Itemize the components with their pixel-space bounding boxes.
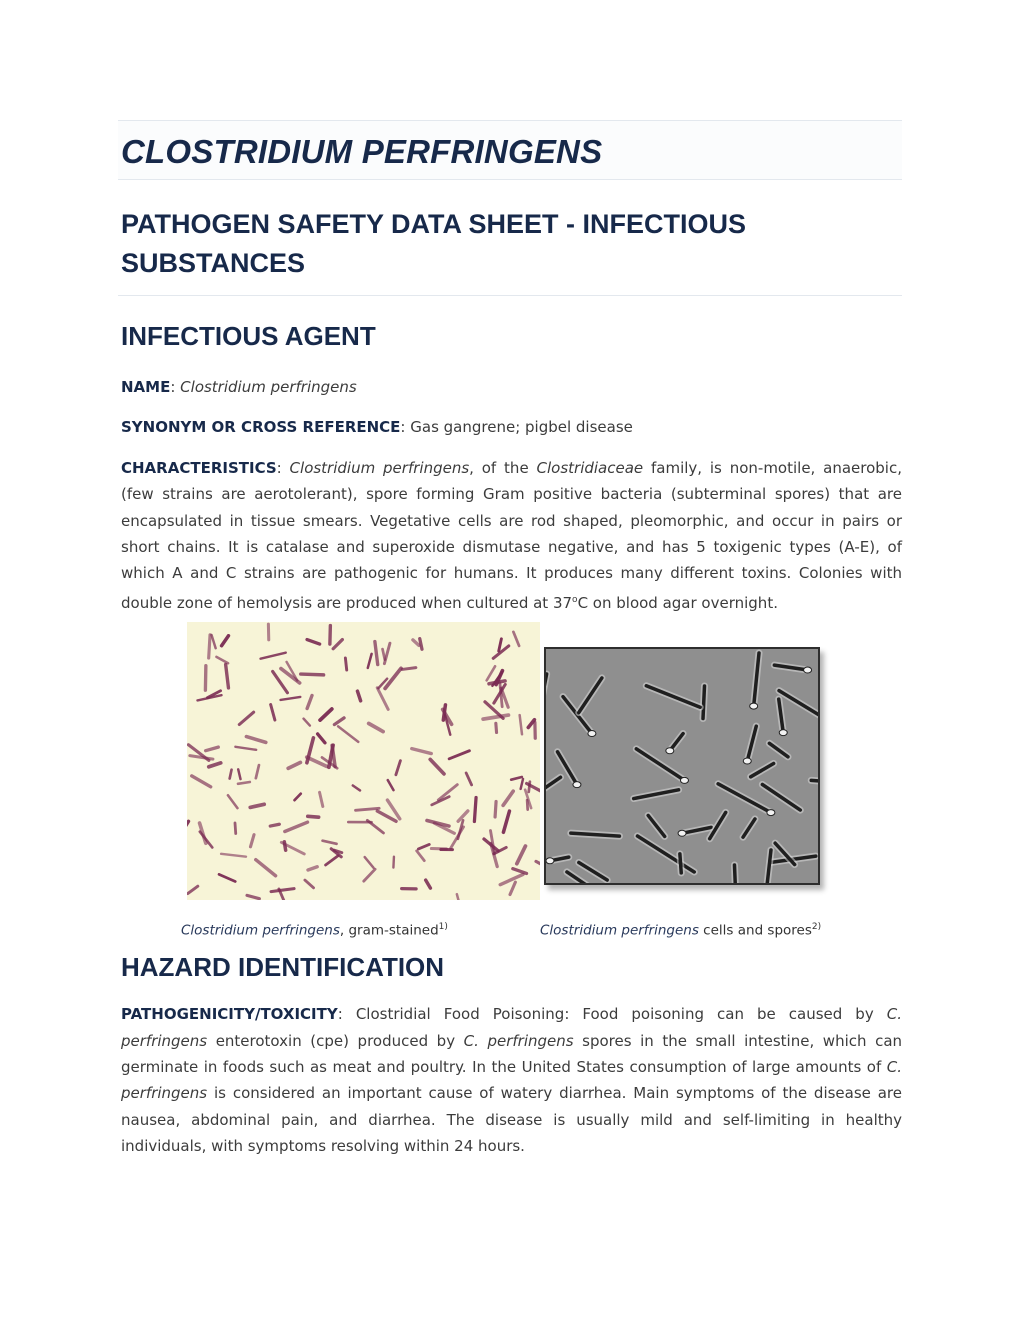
stained-rod <box>377 688 388 710</box>
bacterial-cell <box>637 836 694 872</box>
stained-rod <box>364 869 375 881</box>
stained-rod <box>426 880 431 888</box>
stained-rod <box>238 770 240 780</box>
spore <box>546 858 554 864</box>
stained-rod <box>493 646 508 658</box>
stained-rod <box>503 791 513 805</box>
synonym-field: SYNONYM OR CROSS REFERENCE: Gas gangrene; pigbel disease <box>121 418 633 437</box>
stained-rod <box>377 811 396 821</box>
phase-contrast-image <box>546 649 818 883</box>
bacterial-cell <box>734 865 735 883</box>
stained-rod <box>393 857 394 868</box>
pathogenicity-italic-1: C. perfringens <box>121 1005 902 1050</box>
stained-rod <box>529 782 530 792</box>
caption-cells-and-spores <box>540 922 821 939</box>
stained-rod <box>235 747 256 750</box>
caption-1-ref: 1) <box>438 922 448 933</box>
stained-rod <box>246 737 265 743</box>
name-label: NAME <box>121 378 171 396</box>
stained-rod <box>369 724 383 732</box>
bacterial-cell <box>751 764 774 777</box>
stained-rod <box>466 773 471 785</box>
stained-rod <box>190 756 213 759</box>
stained-rod <box>219 875 235 882</box>
stained-rod <box>320 709 332 720</box>
stained-rod <box>449 751 469 759</box>
pathogenicity-label: PATHOGENICITY/TOXICITY <box>121 1005 338 1024</box>
stained-rod <box>200 832 212 848</box>
stained-rod <box>513 632 519 646</box>
caption-1-text: , gram-stained <box>339 922 439 939</box>
spore <box>750 703 758 709</box>
spore <box>804 667 812 673</box>
stained-rod <box>281 697 301 700</box>
bacterial-cell <box>703 686 704 719</box>
bacterial-cell <box>648 816 664 837</box>
section-heading-infectious-agent: INFECTIOUS AGENT <box>121 321 376 351</box>
stained-rod <box>375 642 378 665</box>
stained-rod <box>192 776 211 787</box>
pathogenicity-italic-3: C. perfringens <box>121 1058 902 1103</box>
document-page <box>118 120 902 1160</box>
stained-rod <box>226 665 229 688</box>
stained-rod <box>188 886 198 893</box>
stained-rod <box>355 809 379 811</box>
stained-rod <box>247 896 259 899</box>
stained-rod <box>209 635 210 658</box>
spore <box>680 778 688 784</box>
stained-rod <box>230 770 232 779</box>
characteristics-text-1: , of the <box>469 458 537 477</box>
caption-2-ref: 2) <box>811 922 822 933</box>
stained-rod <box>511 777 522 780</box>
stained-rod <box>499 639 502 651</box>
pathogenicity-text-1: Clostridial Food Poisoning: Food poisoning can be caused by <box>342 1005 887 1024</box>
degree-symbol: o <box>572 594 578 605</box>
stained-rod <box>503 811 509 832</box>
spore <box>573 782 581 788</box>
stained-rod <box>270 824 279 826</box>
gram-stain-micrograph <box>187 622 540 900</box>
stained-rod <box>238 782 250 784</box>
stained-rod <box>271 889 294 892</box>
stained-rod <box>338 727 358 742</box>
bacterial-cell <box>680 854 681 873</box>
stained-rod <box>323 841 337 844</box>
stained-rod <box>396 761 401 775</box>
stained-rod <box>365 857 374 868</box>
stained-rod <box>384 643 390 663</box>
section-heading-hazard-identification: HAZARD IDENTIFICATION <box>121 952 445 983</box>
caption-2-species: Clostridium perfringens <box>540 922 699 939</box>
stained-rod <box>206 747 219 751</box>
stained-rod <box>301 674 324 675</box>
stained-rod <box>209 763 221 767</box>
figure-captions <box>118 922 902 952</box>
spore <box>779 730 787 736</box>
stained-rod <box>285 822 308 831</box>
stained-rod <box>221 854 246 857</box>
spore <box>666 748 674 754</box>
stained-rod <box>308 867 317 870</box>
stained-rod <box>417 851 425 861</box>
synonym-value: Gas gangrene; pigbel disease <box>410 418 633 437</box>
stained-rod <box>402 668 416 670</box>
stained-rod <box>413 640 419 645</box>
name-field: NAME: Clostridium perfringens <box>121 378 357 396</box>
synonym-label: SYNONYM OR CROSS REFERENCE <box>121 418 401 437</box>
characteristics-label: CHARACTERISTICS <box>121 458 277 477</box>
stained-rod <box>517 846 526 864</box>
document-subtitle: PATHOGEN SAFETY DATA SHEET - INFECTIOUS SUBSTANCES <box>118 180 902 296</box>
stained-rod <box>345 658 346 670</box>
stained-rod <box>430 760 444 774</box>
pathogenicity-italic-2: C. perfringens <box>463 1031 574 1050</box>
stained-rod <box>307 696 312 709</box>
title-banner <box>118 120 902 180</box>
stained-rod <box>513 869 527 874</box>
caption-1-species: Clostridium perfringens <box>181 922 340 939</box>
stained-rod <box>527 800 528 809</box>
bacterial-cell <box>762 785 800 811</box>
stained-rod <box>420 639 422 650</box>
stained-rod <box>489 681 505 684</box>
spore <box>678 831 686 837</box>
stained-rod <box>521 779 523 789</box>
caption-gram-stained <box>181 922 448 939</box>
stained-rod <box>304 719 310 726</box>
bacterial-cell <box>579 678 602 713</box>
stained-rod <box>510 882 515 894</box>
figure-row <box>118 622 902 922</box>
name-value: Clostridium perfringens <box>180 378 357 396</box>
stained-rod <box>326 856 338 865</box>
stained-rod <box>250 835 254 847</box>
characteristics-text-3: C on blood agar overnight. <box>577 593 778 612</box>
stained-rod <box>261 653 286 659</box>
stained-rod <box>256 765 259 778</box>
stained-rod <box>187 822 188 843</box>
stained-rod <box>388 780 394 790</box>
stained-rod <box>333 640 342 649</box>
stained-rod <box>284 842 285 850</box>
phase-contrast-micrograph <box>544 647 820 885</box>
stained-rod <box>487 667 495 681</box>
stained-rod <box>500 875 523 885</box>
stained-rod <box>305 880 314 888</box>
stained-rod <box>320 793 323 807</box>
bacterial-cell <box>636 749 684 781</box>
stained-rod <box>357 691 360 701</box>
characteristics-text-2: family, is non-motile, anaerobic, (few strains are aerotolerant), spore forming Gram positive bacteria (subterminal spores) that are encapsulated in tissue smears. Vegetative cells are rod shaped, pleomorphic, and occur in pairs or short chains. It is catalase and superoxide dismutase negative, and has 5 toxigenic types (A-E), of which A and C strains are pathogenic for humans. It produces many different toxins. Colonies with double zone of hemolysis are produced when cultured at 37 <box>121 458 902 612</box>
stained-rod <box>212 635 216 648</box>
document-title: CLOSTRIDIUM PERFRINGENS <box>121 133 603 170</box>
stained-rod <box>318 734 325 743</box>
stained-rod <box>295 794 301 800</box>
stained-rod <box>457 894 461 900</box>
stained-rod <box>520 715 522 734</box>
stained-rod <box>273 672 288 693</box>
stained-rod <box>418 845 429 850</box>
characteristics-family: Clostridiaceae <box>536 458 644 477</box>
stained-rod <box>216 657 228 663</box>
stained-rod <box>334 718 344 725</box>
spore <box>767 810 775 816</box>
stained-rod <box>353 786 360 791</box>
stained-rod <box>536 862 540 870</box>
stained-rod <box>308 817 319 818</box>
stained-rod <box>474 798 476 822</box>
caption-2-text: cells and spores <box>698 922 812 939</box>
stained-rod <box>271 705 275 721</box>
spore <box>743 758 751 764</box>
stained-rod <box>235 823 236 834</box>
stained-rod <box>228 796 238 809</box>
pathogenicity-text-3: spores in the small intestine, which can germinate in foods such as meat and poultry. In the United States consumption of large amounts of <box>121 1031 903 1077</box>
pathogenicity-field: PATHOGENICITY/TOXICITY: Clostridial Food Poisoning: Food poisoning can be caused by C. perfringens enterotoxin (cpe) produced by C. perfringens spores in the small intestine, which can germinate in foods such as meat and poultry. In the United States consumption of large amounts of C. perfringens is considered an important cause of watery diarrhea. Main symptoms of the disease are nausea, abdominal pain, and diarrhea. The disease is usually mild and self-limiting in healthy individuals, with symptoms resolving within 24 hours. <box>121 1005 903 1156</box>
spore <box>588 731 596 737</box>
bacterial-cell <box>769 744 788 757</box>
stained-rod <box>250 805 264 808</box>
stained-rod <box>412 749 432 754</box>
bacterial-cell <box>646 686 700 707</box>
stained-rod <box>495 802 496 818</box>
stained-rod <box>222 636 229 646</box>
characteristics-field: CHARACTERISTICS: Clostridium perfringens, of the Clostridiaceae family, is non-motile, anaerobic, (few strains are aerotolerant), spore forming Gram positive bacteria (subterminal spores) that are encapsulated in tissue smears. Vegetative cells are rod shaped, pleomorphic, and occur in pairs or short chains. It is catalase and superoxide dismutase negative, and has 5 toxigenic types (A-E), of which A and C strains are pathogenic for humans. It produces many different toxins. Colonies with double zone of hemolysis are produced when cultured at 37$^o$C on blood agar overnight. <box>121 458 902 612</box>
stained-rod <box>288 763 300 769</box>
stained-rod <box>496 724 497 733</box>
gram-stain-image <box>187 622 540 900</box>
stained-rod <box>239 712 253 724</box>
characteristics-species: Clostridium perfringens <box>289 458 470 477</box>
stained-rod <box>368 654 372 668</box>
bacterial-cell <box>579 863 607 881</box>
pathogenicity-text-4: is considered an important cause of watery diarrhea. Main symptoms of the disease are nausea, abdominal pain, and diarrhea. The disease is usually mild and self-limiting in healthy individuals, with symptoms resolving within 24 hours. <box>121 1084 902 1156</box>
stained-rod <box>307 640 320 645</box>
pathogenicity-text-2: enterotoxin (cpe) produced by <box>207 1031 464 1050</box>
stained-rod <box>256 860 276 876</box>
